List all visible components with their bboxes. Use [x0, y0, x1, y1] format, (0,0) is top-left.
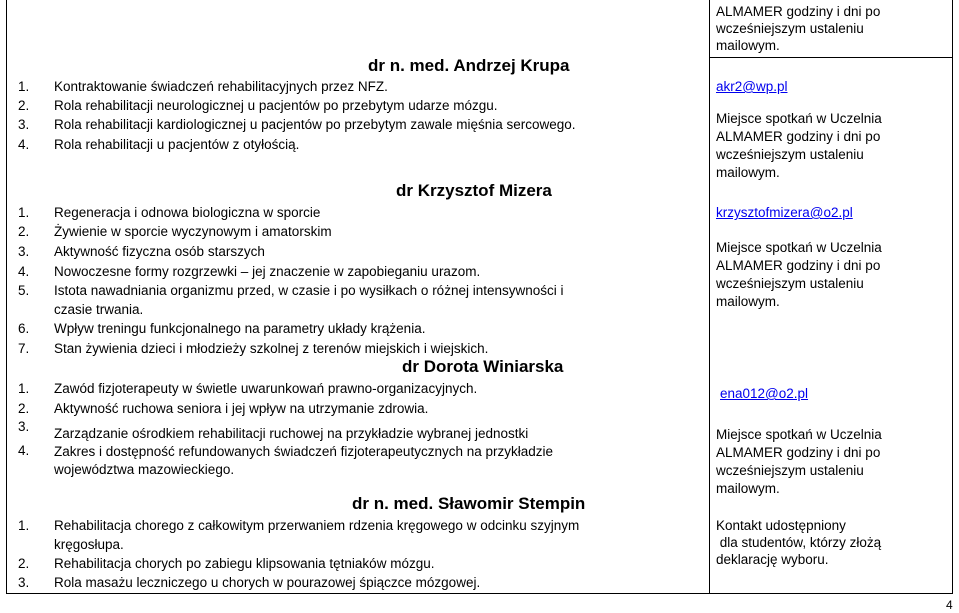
list-number: 4. — [18, 443, 30, 458]
contact-line: mailowym. — [716, 38, 780, 53]
row-divider — [709, 57, 953, 58]
contact-line: deklarację wyboru. — [716, 552, 829, 567]
contact-line: ALMAMER godziny i dni po — [716, 4, 881, 19]
list-number: 2. — [18, 98, 30, 113]
contact-line: wcześniejszym ustaleniu — [716, 147, 864, 162]
list-item: Nowoczesne formy rozgrzewki – jej znaczenie w zapobieganiu urazom. — [54, 264, 481, 279]
contact-line: ALMAMER godziny i dni po — [716, 258, 881, 273]
list-item: Istota nawadniania organizmu przed, w czasie i po wysiłkach o różnej intensywności i — [54, 283, 564, 298]
list-number: 6. — [18, 321, 30, 336]
list-item: Kontraktowanie świadczeń rehabilitacyjnych przez NFZ. — [54, 79, 388, 94]
list-item-continuation: województwa mazowieckiego. — [54, 462, 235, 477]
email-link-mizera[interactable]: krzysztofmizera@o2.pl — [716, 205, 853, 220]
list-item: Rola masażu leczniczego u chorych w pourazowej śpiączce mózgowej. — [54, 575, 481, 590]
contact-line: dla studentów, którzy złożą — [716, 535, 882, 550]
list-item: Rola rehabilitacji u pacjentów z otyłością. — [54, 137, 300, 152]
list-number: 3. — [18, 244, 30, 259]
list-number: 4. — [18, 264, 30, 279]
list-number: 3. — [18, 117, 30, 132]
list-item: Zawód fizjoterapeuty w świetle uwarunkowań prawno-organizacyjnych. — [54, 381, 478, 396]
list-item: Stan żywienia dzieci i młodzieży szkolnej z terenów miejskich i wiejskich. — [54, 341, 489, 356]
list-item: Rehabilitacja chorych po zabiegu klipsowania tętniaków mózgu. — [54, 556, 435, 571]
list-number: 2. — [18, 401, 30, 416]
contact-line: Miejsce spotkań w Uczelnia — [716, 427, 882, 442]
list-item: Rola rehabilitacji neurologicznej u pacjentów po przebytym udarze mózgu. — [54, 98, 498, 113]
list-number: 1. — [18, 518, 30, 533]
list-number: 1. — [18, 381, 30, 396]
list-item: Zarządzanie ośrodkiem rehabilitacji ruchowej na przykładzie wybranej jednostki — [54, 426, 529, 441]
list-item-continuation: kręgosłupa. — [54, 537, 124, 552]
list-item: Żywienie w sporcie wyczynowym i amatorskim — [54, 224, 332, 239]
list-number: 3. — [18, 575, 30, 590]
list-number: 2. — [18, 224, 30, 239]
list-number: 7. — [18, 341, 30, 356]
section-title-krupa: dr n. med. Andrzej Krupa — [368, 56, 570, 75]
contact-line: ALMAMER godziny i dni po — [716, 445, 881, 460]
table-right-border — [952, 0, 953, 594]
list-item: Rehabilitacja chorego z całkowitym przerwaniem rdzenia kręgowego w odcinku szyjnym — [54, 518, 580, 533]
list-number: 1. — [18, 205, 30, 220]
contact-line: wcześniejszym ustaleniu — [716, 276, 864, 291]
list-item: Rola rehabilitacji kardiologicznej u pacjentów po przebytym zawale mięśnia sercowego. — [54, 117, 576, 132]
section-title-stempin: dr n. med. Sławomir Stempin — [352, 494, 586, 513]
list-item: Aktywność fizyczna osób starszych — [54, 244, 265, 259]
email-link-krupa[interactable]: akr2@wp.pl — [716, 79, 788, 94]
list-number: 2. — [18, 556, 30, 571]
contact-line: wcześniejszym ustaleniu — [716, 463, 864, 478]
contact-line: mailowym. — [716, 294, 780, 309]
contact-line: ALMAMER godziny i dni po — [716, 129, 881, 144]
contact-line: mailowym. — [716, 165, 780, 180]
table-column-divider — [709, 0, 710, 594]
table-left-border — [6, 0, 7, 594]
list-number: 3. — [18, 419, 30, 434]
contact-line: Miejsce spotkań w Uczelnia — [716, 111, 882, 126]
contact-line: Kontakt udostępniony — [716, 518, 846, 533]
table-bottom-border — [6, 593, 953, 594]
section-title-winiarska: dr Dorota Winiarska — [402, 357, 564, 376]
email-link-winiarska[interactable]: ena012@o2.pl — [720, 386, 809, 401]
list-item: Aktywność ruchowa seniora i jej wpływ na utrzymanie zdrowia. — [54, 401, 429, 416]
contact-line: Miejsce spotkań w Uczelnia — [716, 240, 882, 255]
section-title-mizera: dr Krzysztof Mizera — [396, 181, 552, 200]
page-number: 4 — [946, 598, 953, 612]
list-item: Regeneracja i odnowa biologiczna w sporcie — [54, 205, 321, 220]
list-item: Zakres i dostępność refundowanych świadczeń fizjoterapeutycznych na przykładzie — [54, 444, 554, 459]
contact-line: wcześniejszym ustaleniu — [716, 21, 864, 36]
list-number: 4. — [18, 137, 30, 152]
list-item-continuation: czasie trwania. — [54, 302, 144, 317]
list-number: 1. — [18, 79, 30, 94]
list-number: 5. — [18, 283, 30, 298]
list-item: Wpływ treningu funkcjonalnego na parametry układy krążenia. — [54, 321, 426, 336]
contact-line: mailowym. — [716, 481, 780, 496]
